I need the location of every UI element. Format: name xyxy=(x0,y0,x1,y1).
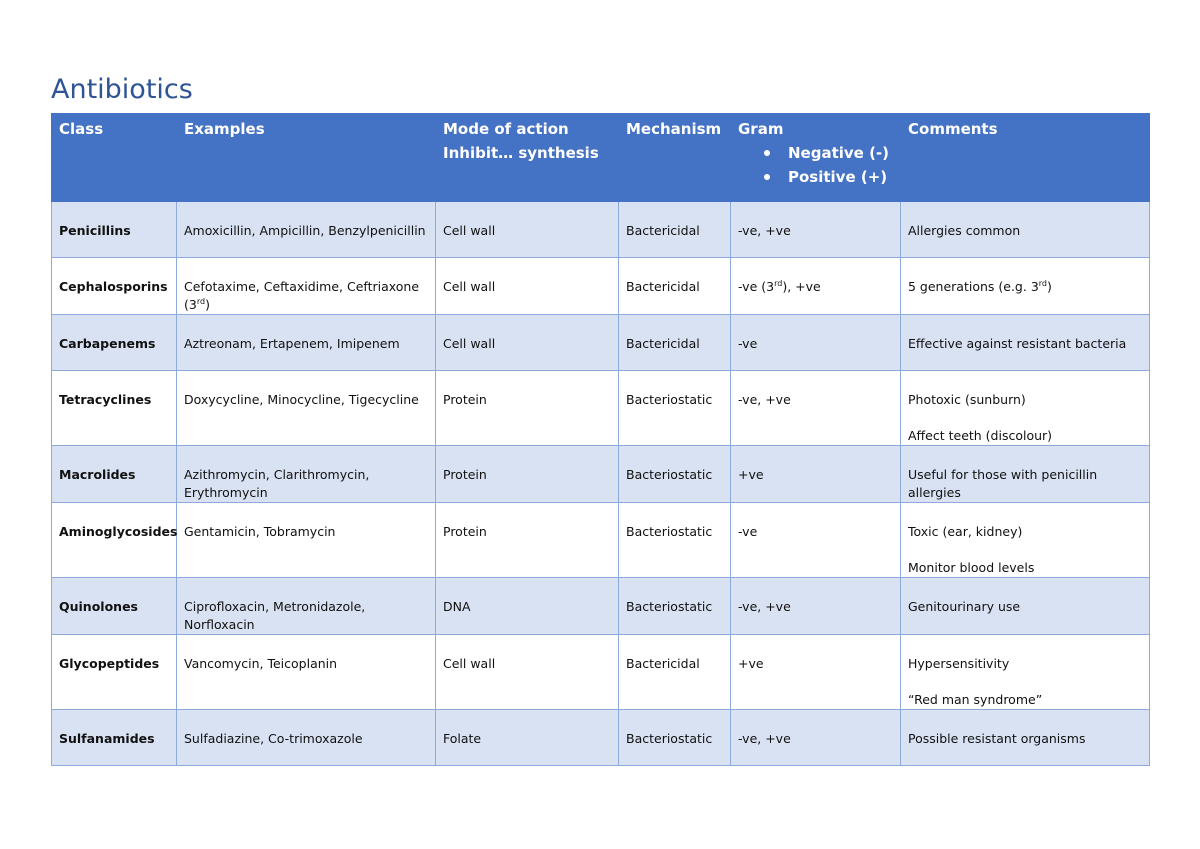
cell-class: Carbapenems xyxy=(52,315,177,371)
cell-mode: Cell wall xyxy=(436,258,619,315)
cell-class: Sulfanamides xyxy=(52,710,177,766)
cell-gram: -ve, +ve xyxy=(731,371,901,446)
header-gram-label: Gram xyxy=(738,120,784,138)
cell-mechanism: Bacteriostatic xyxy=(619,446,731,503)
cell-comments xyxy=(901,371,1150,446)
table-row xyxy=(52,710,1150,766)
cell-class: Tetracyclines xyxy=(52,371,177,446)
comment-line2: Monitor blood levels xyxy=(908,560,1035,575)
cell-mechanism: Bacteriostatic xyxy=(619,710,731,766)
cell-mode: DNA xyxy=(436,578,619,635)
cell-mode: Cell wall xyxy=(436,635,619,710)
cell-gram xyxy=(731,258,901,315)
cell-examples: Amoxicillin, Ampicillin, Benzylpenicillin xyxy=(177,202,436,258)
cell-class: Aminoglycosides xyxy=(52,503,177,578)
table-row xyxy=(52,258,1150,315)
cell-class: Quinolones xyxy=(52,578,177,635)
header-mechanism: Mechanism xyxy=(619,114,731,202)
cell-mechanism: Bacteriostatic xyxy=(619,371,731,446)
cell-comments xyxy=(901,503,1150,578)
cell-mechanism: Bactericidal xyxy=(619,258,731,315)
cell-mode: Cell wall xyxy=(436,315,619,371)
cell-gram: -ve, +ve xyxy=(731,710,901,766)
cell-class: Glycopeptides xyxy=(52,635,177,710)
ordinal-suffix: rd xyxy=(774,278,783,288)
cell-mode: Folate xyxy=(436,710,619,766)
cell-class: Macrolides xyxy=(52,446,177,503)
table-row xyxy=(52,635,1150,710)
cell-examples: Vancomycin, Teicoplanin xyxy=(177,635,436,710)
gram-negative-item: Negative (-) xyxy=(764,141,900,165)
table-row xyxy=(52,578,1150,635)
cell-mode: Protein xyxy=(436,371,619,446)
cell-comments xyxy=(901,258,1150,315)
cell-comments xyxy=(901,635,1150,710)
table-row xyxy=(52,446,1150,503)
cell-examples: Azithromycin, Clarithromycin, Erythromycin xyxy=(177,446,436,503)
cell-examples: Gentamicin, Tobramycin xyxy=(177,503,436,578)
cell-comments: Useful for those with penicillin allergies xyxy=(901,446,1150,503)
cell-class: Penicillins xyxy=(52,202,177,258)
cell-examples: Doxycycline, Minocycline, Tigecycline xyxy=(177,371,436,446)
cell-comments: Possible resistant organisms xyxy=(901,710,1150,766)
table-row xyxy=(52,503,1150,578)
comment-line2: “Red man syndrome” xyxy=(908,692,1043,707)
cell-comments: Genitourinary use xyxy=(901,578,1150,635)
header-row xyxy=(52,114,1150,202)
header-comments: Comments xyxy=(901,114,1150,202)
comment-line1: Hypersensitivity xyxy=(908,656,1010,671)
gram-bullet-list xyxy=(738,141,900,189)
cell-comments: Effective against resistant bacteria xyxy=(901,315,1150,371)
header-gram xyxy=(731,114,901,202)
cell-mode: Protein xyxy=(436,503,619,578)
antibiotics-table xyxy=(51,113,1150,766)
cell-gram: -ve, +ve xyxy=(731,578,901,635)
page-title: Antibiotics xyxy=(51,74,193,105)
cell-mechanism: Bactericidal xyxy=(619,202,731,258)
cell-examples: Sulfadiazine, Co-trimoxazole xyxy=(177,710,436,766)
table-row xyxy=(52,202,1150,258)
cell-examples: Aztreonam, Ertapenem, Imipenem xyxy=(177,315,436,371)
examples-text: Cefotaxime, Ceftaxidime, Ceftriaxone (3 xyxy=(184,279,420,312)
table-row xyxy=(52,315,1150,371)
cell-mechanism: Bacteriostatic xyxy=(619,578,731,635)
cell-gram: +ve xyxy=(731,635,901,710)
cell-comments: Allergies common xyxy=(901,202,1150,258)
cell-mechanism: Bactericidal xyxy=(619,635,731,710)
cell-gram: +ve xyxy=(731,446,901,503)
cell-gram: -ve xyxy=(731,315,901,371)
comment-line2: Affect teeth (discolour) xyxy=(908,428,1053,443)
header-mode-line1: Mode of action xyxy=(443,120,569,138)
cell-mode: Protein xyxy=(436,446,619,503)
comment-tail: ) xyxy=(1047,279,1052,294)
gram-tail: ), +ve xyxy=(782,279,821,294)
cell-examples: Ciprofloxacin, Metronidazole, Norfloxacin xyxy=(177,578,436,635)
cell-gram: -ve xyxy=(731,503,901,578)
cell-mechanism: Bactericidal xyxy=(619,315,731,371)
cell-mechanism: Bacteriostatic xyxy=(619,503,731,578)
header-mode-of-action xyxy=(436,114,619,202)
examples-tail: ) xyxy=(205,297,210,312)
gram-positive-item: Positive (+) xyxy=(764,165,900,189)
cell-gram: -ve, +ve xyxy=(731,202,901,258)
ordinal-suffix: rd xyxy=(1038,278,1048,288)
table-row xyxy=(52,371,1150,446)
ordinal-suffix: rd xyxy=(196,296,206,306)
comment-line1: Toxic (ear, kidney) xyxy=(908,524,1023,539)
cell-examples xyxy=(177,258,436,315)
comment-text: 5 generations (e.g. 3 xyxy=(908,279,1039,294)
header-examples: Examples xyxy=(177,114,436,202)
cell-mode: Cell wall xyxy=(436,202,619,258)
cell-class: Cephalosporins xyxy=(52,258,177,315)
header-class: Class xyxy=(52,114,177,202)
header-mode-line2: Inhibit… synthesis xyxy=(443,144,599,162)
comment-line1: Photoxic (sunburn) xyxy=(908,392,1026,407)
gram-text: -ve (3 xyxy=(738,279,775,294)
